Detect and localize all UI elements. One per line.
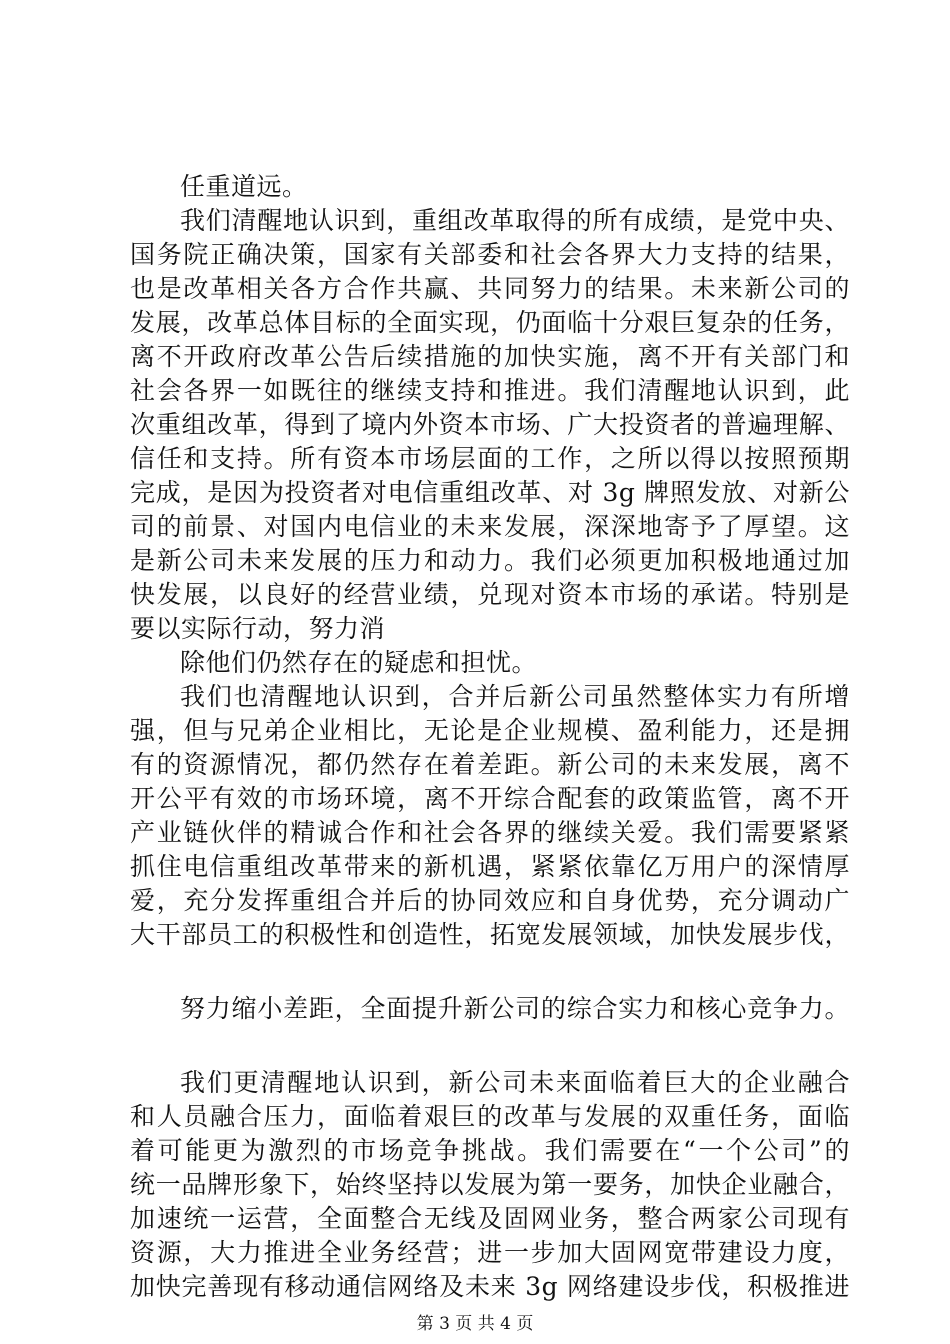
text-line: 国务院正确决策，国家有关部委和社会各界大力支持的结果， xyxy=(130,240,850,269)
text-line: 强，但与兄弟企业相比，无论是企业规模、盈利能力，还是拥 xyxy=(130,716,850,745)
page-number-footer: 第 3 页 共 4 页 xyxy=(416,1314,534,1334)
text-line: 资源，大力推进全业务经营；进一步加大固网宽带建设力度， xyxy=(130,1238,850,1267)
text-line: 次重组改革，得到了境内外资本市场、广大投资者的普遍理解、 xyxy=(130,410,850,439)
text-line: 要以实际行动，努力消 xyxy=(130,614,386,643)
text-line: 开公平有效的市场环境，离不开综合配套的政策监管，离不开 xyxy=(130,784,850,813)
text-line: 发展，改革总体目标的全面实现，仍面临十分艰巨复杂的任务， xyxy=(130,308,850,337)
text-line: 爱，充分发挥重组合并后的协同效应和自身优势，充分调动广 xyxy=(130,886,850,915)
text-line: 产业链伙伴的精诚合作和社会各界的继续关爱。我们需要紧紧 xyxy=(130,818,850,847)
text-line: 离不开政府改革公告后续措施的加快实施，离不开有关部门和 xyxy=(130,342,850,371)
text-line: 司的前景、对国内电信业的未来发展，深深地寄予了厚望。这 xyxy=(130,512,850,541)
text-line: 我们更清醒地认识到，新公司未来面临着巨大的企业融合 xyxy=(180,1068,850,1097)
text-line: 完成，是因为投资者对电信重组改革、对 3g 牌照发放、对新公 xyxy=(130,478,850,507)
text-line: 社会各界一如既往的继续支持和推进。我们清醒地认识到，此 xyxy=(130,376,850,405)
text-line: 加速统一运营，全面整合无线及固网业务，整合两家公司现有 xyxy=(130,1204,850,1233)
text-line: 也是改革相关各方合作共赢、共同努力的结果。未来新公司的 xyxy=(130,274,850,303)
text-line: 是新公司未来发展的压力和动力。我们必须更加积极地通过加 xyxy=(130,546,850,575)
text-line: 有的资源情况，都仍然存在着差距。新公司的未来发展，离不 xyxy=(130,750,850,779)
text-line: 着可能更为激烈的市场竞争挑战。我们需要在“一个公司”的 xyxy=(130,1136,850,1165)
text-line: 和人员融合压力，面临着艰巨的改革与发展的双重任务，面临 xyxy=(130,1102,850,1131)
text-line: 我们也清醒地认识到，合并后新公司虽然整体实力有所增 xyxy=(180,682,850,711)
text-line: 抓住电信重组改革带来的新机遇，紧紧依靠亿万用户的深情厚 xyxy=(130,852,850,881)
text-line: 信任和支持。所有资本市场层面的工作，之所以得以按照预期 xyxy=(130,444,850,473)
text-line: 快发展，以良好的经营业绩，兑现对资本市场的承诺。特别是 xyxy=(130,580,850,609)
text-line: 任重道远。 xyxy=(180,172,308,201)
text-line: 大干部员工的积极性和创造性，拓宽发展领域，加快发展步伐， xyxy=(130,920,850,949)
text-line: 努力缩小差距，全面提升新公司的综合实力和核心竞争力。 xyxy=(180,994,850,1023)
text-line: 加快完善现有移动通信网络及未来 3g 网络建设步伐，积极推进 xyxy=(130,1272,850,1301)
text-line: 统一品牌形象下，始终坚持以发展为第一要务，加快企业融合， xyxy=(130,1170,850,1199)
text-line: 除他们仍然存在的疑虑和担忧。 xyxy=(180,648,538,677)
text-line: 我们清醒地认识到，重组改革取得的所有成绩，是党中央、 xyxy=(180,206,850,235)
